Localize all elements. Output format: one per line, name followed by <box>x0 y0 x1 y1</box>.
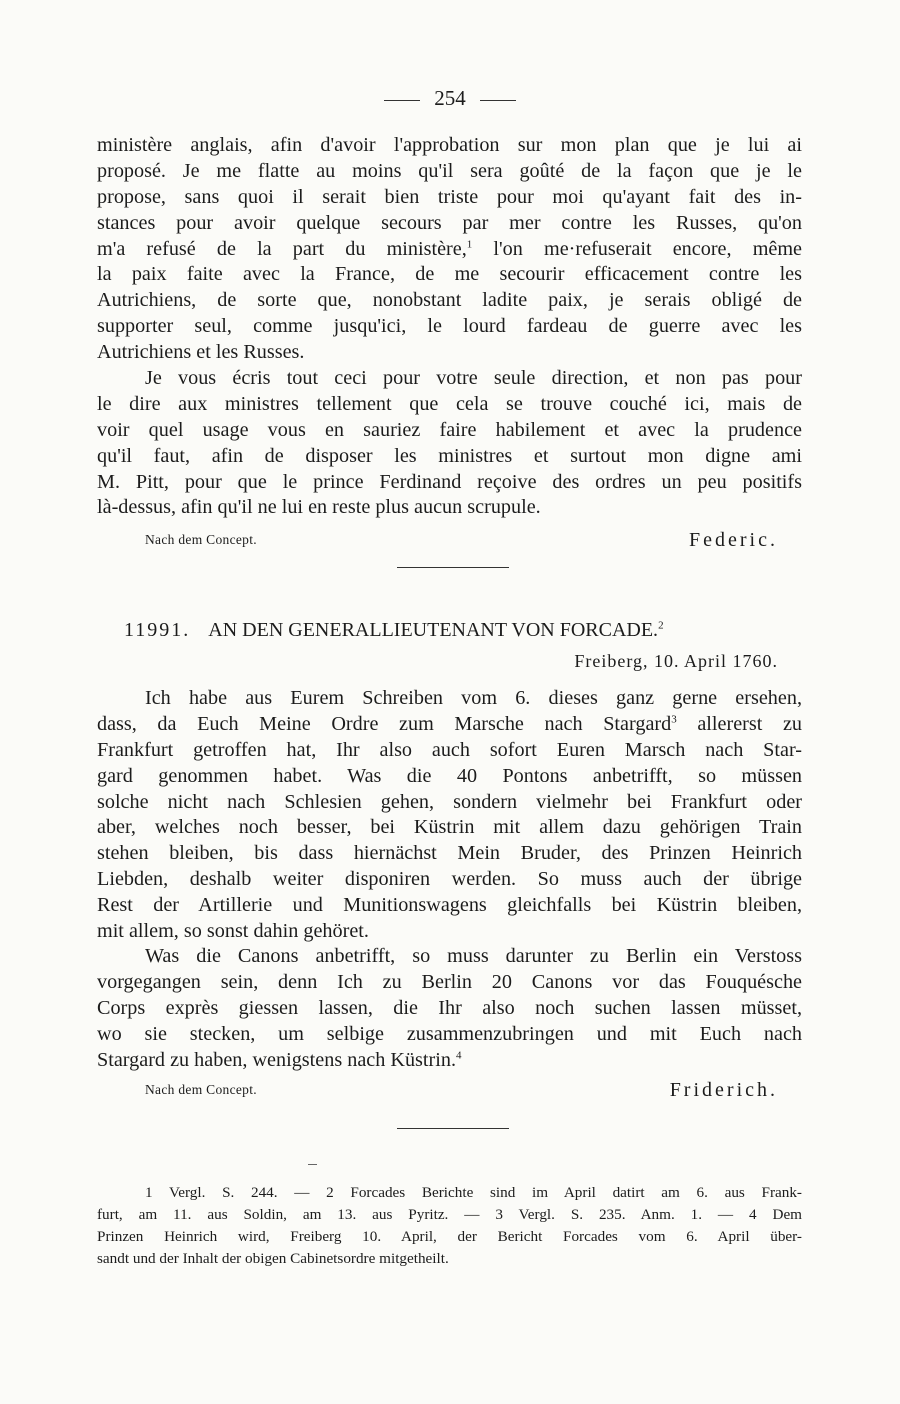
text-line: là-dessus, afin qu'il ne lui en reste plus aucun scrupule. <box>97 496 541 519</box>
footnote-marker: 4 <box>456 1048 462 1061</box>
text-segment: allererst zu <box>697 712 803 735</box>
text-line: Frankfurt getroffen hat, Ihr also auch sofort Euren Marsch nach Star- <box>97 738 802 761</box>
text-segment: Stargard zu haben, wenigstens nach Küstrin. <box>97 1048 456 1071</box>
source-note: Nach dem Concept. <box>145 532 257 547</box>
page-number <box>0 86 900 111</box>
letter-number: 11991. <box>124 619 191 641</box>
footnote-separator <box>308 1164 317 1165</box>
text-line <box>97 712 802 738</box>
text-segment: m'a refusé de la part du ministère, <box>97 237 467 260</box>
text-line: qu'il faut, afin de disposer les ministres et surtout mon digne ami <box>97 444 802 467</box>
letter-title: AN DEN GENERALLIEUTENANT VON FORCADE. <box>208 619 659 641</box>
text-segment: l'on me·refuserait encore, même <box>493 237 803 260</box>
section-divider <box>397 567 509 568</box>
previous-letter-paragraph-2 <box>97 366 802 521</box>
footnote-line: 1 Vergl. S. 244. — 2 Forcades Berichte sind im April datirt am 6. aus Frank- <box>145 1184 802 1201</box>
text-line: Autrichiens, de sorte que, nonobstant ladite paix, je serais obligé de <box>97 289 802 312</box>
footnote-marker: 2 <box>658 619 664 632</box>
text-line: Corps exprès giessen lassen, die Ihr also noch suchen lassen müsset, <box>97 996 802 1019</box>
text-line: Autrichiens et les Russes. <box>97 341 305 364</box>
signature: Federic. <box>689 529 778 551</box>
source-note: Nach dem Concept. <box>145 1082 257 1097</box>
section-divider <box>397 1128 509 1129</box>
text-line: gard genommen habet. Was die 40 Pontons anbetrifft, so müssen <box>97 764 802 787</box>
text-line: Ich habe aus Eurem Schreiben vom 6. dieses ganz gerne ersehen, <box>145 687 802 709</box>
text-line: stances pour avoir quelque secours par mer contre les Russes, qu'on <box>97 211 802 234</box>
text-line: la paix faite avec la France, de me secourir efficacement contre les <box>97 263 802 286</box>
text-line: propose, sans quoi il serait bien triste pour moi qu'ayant fait des in- <box>97 185 802 208</box>
text-line: ministère anglais, afin d'avoir l'approbation sur mon plan que je lui ai <box>97 134 802 156</box>
footnote-line: Prinzen Heinrich wird, Freiberg 10. April, der Bericht Forcades vom 6. April über- <box>97 1228 802 1245</box>
text-line: stehen bleiben, bis dass hiernächst Mein Bruder, des Prinzen Heinrich <box>97 842 802 865</box>
page-number-dash-left <box>384 100 420 101</box>
signature: Friderich. <box>669 1079 778 1101</box>
footnotes <box>97 1182 802 1270</box>
text-line: wo sie stecken, um selbige zusammenzubringen und mit Euch nach <box>97 1022 802 1045</box>
text-segment: dass, da Euch Meine Ordre zum Marsche nach Stargard <box>97 712 672 735</box>
text-line: aber, welches noch besser, bei Küstrin mit allem dazu gehörigen Train <box>97 816 802 839</box>
text-line <box>97 237 802 263</box>
previous-letter-paragraph-1 <box>97 133 802 366</box>
text-line: M. Pitt, pour que le prince Ferdinand reçoive des ordres un peu positifs <box>97 470 802 493</box>
letter-paragraph-2 <box>97 944 802 1073</box>
text-line: Liebden, deshalb weiter disponiren werden. So muss auch der übrige <box>97 868 802 891</box>
footnote-marker: 1 <box>466 237 473 250</box>
footnote-line: furt, am 11. aus Soldin, am 13. aus Pyritz. — 3 Vergl. S. 235. Anm. 1. — 4 Dem <box>97 1206 802 1223</box>
footnote-marker: 3 <box>671 713 677 726</box>
text-line: voir quel usage vous en sauriez faire habilement et avec la prudence <box>97 418 802 441</box>
letter-closing <box>97 1072 802 1102</box>
text-line: Rest der Artillerie und Munitionswagens gleichfalls bei Küstrin bleiben, <box>97 894 802 917</box>
letter-heading <box>124 619 664 642</box>
page-number-dash-right <box>480 100 516 101</box>
letter-dateline: Freiberg, 10. April 1760. <box>574 651 778 671</box>
text-line: Was die Canons anbetrifft, so muss darunter zu Berlin ein Verstoss <box>145 945 802 967</box>
footnote-line: sandt und der Inhalt der obigen Cabinetsordre mitgetheilt. <box>97 1250 449 1267</box>
text-line <box>97 1048 802 1074</box>
text-line: proposé. Je me flatte au moins qu'il sera goûté de la façon que je le <box>97 159 802 182</box>
text-line: le dire aux ministres tellement que cela se trouve couché ici, mais de <box>97 392 802 415</box>
text-line: solche nicht nach Schlesien gehen, sondern vielmehr bei Frankfurt oder <box>97 790 802 813</box>
page-number-text: 254 <box>434 86 466 110</box>
letter-paragraph-1 <box>97 686 802 945</box>
text-line: Je vous écris tout ceci pour votre seule direction, et non pas pour <box>145 367 802 389</box>
text-line: supporter seul, comme jusqu'ici, le lourd fardeau de guerre avec les <box>97 315 802 338</box>
text-line: mit allem, so sonst dahin gehöret. <box>97 920 369 943</box>
text-line: vorgegangen sein, denn Ich zu Berlin 20 Canons vor das Fouquésche <box>97 970 802 993</box>
previous-letter-closing <box>97 522 802 552</box>
